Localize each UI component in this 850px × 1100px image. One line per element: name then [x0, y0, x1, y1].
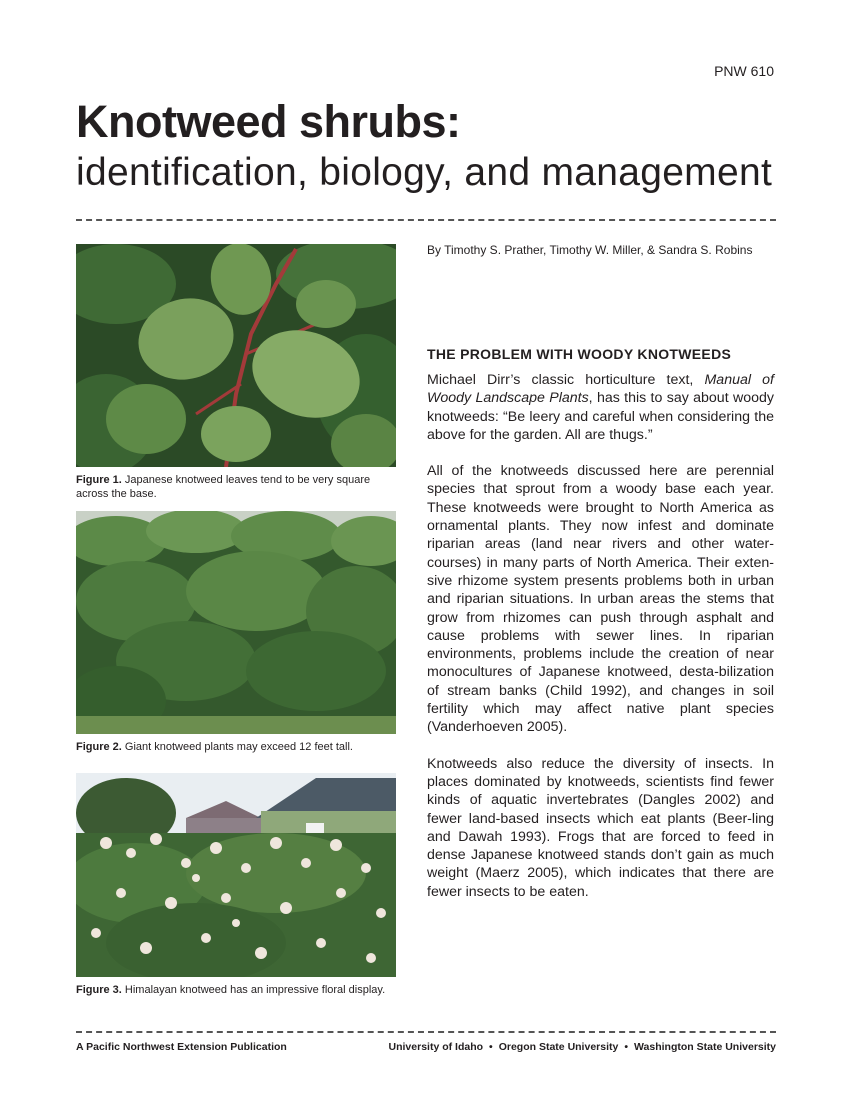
giant-knotweed-photo	[76, 511, 396, 734]
authors-byline: By Timothy S. Prather, Timothy W. Miller, & Sandra S. Robins	[427, 243, 753, 257]
footer-university-washington: Washington State University	[634, 1041, 776, 1053]
page-subtitle: identification, biology, and management	[76, 151, 773, 194]
footer-separator: •	[489, 1041, 493, 1053]
figure-1-caption	[76, 473, 396, 501]
header-divider	[76, 219, 776, 221]
figure-2	[76, 511, 396, 754]
footer-separator: •	[624, 1041, 629, 1053]
figure-1-label: Figure 1.	[76, 474, 122, 486]
japanese-knotweed-photo	[76, 244, 396, 467]
figure-2-caption-text: Giant knotweed plants may exceed 12 feet tall.	[124, 741, 353, 753]
figure-2-caption	[76, 740, 396, 754]
figure-1-caption-text: Japanese knotweed leaves tend to be very square across the base.	[76, 474, 371, 500]
paragraph-1: Michael Dirr’s classic horticulture text, Manual of Woody Landscape Plants, has this to say about woody knotweeds: “Be leery and careful when considering the above for the garden. All are thugs.”	[427, 372, 774, 443]
figure-3-caption-text: Himalayan knotweed has an impressive floral display.	[124, 984, 386, 996]
figure-3-label: Figure 3.	[76, 984, 122, 996]
figure-1	[76, 244, 396, 501]
page-title: Knotweed shrubs:	[76, 96, 461, 147]
himalayan-knotweed-photo	[76, 773, 396, 977]
footer-universities	[383, 1041, 776, 1053]
figure-3-caption	[76, 983, 396, 997]
footer	[76, 1041, 776, 1053]
section-heading: THE PROBLEM WITH WOODY KNOTWEEDS	[427, 346, 732, 362]
publication-number: PNW 610	[714, 63, 774, 79]
footer-university-idaho: University of Idaho	[388, 1041, 484, 1053]
footer-divider	[76, 1031, 776, 1033]
figure-3	[76, 773, 396, 997]
footer-university-oregon: Oregon State University	[498, 1041, 619, 1053]
paragraph-2: All of the knotweeds discussed here are perennial species that sprout from a woody base each year. These knotweeds were brought to North America as ornamental plants. They now infest and dominate riparian areas (land near rivers and other water-courses) in many parts of North America. Their exten-sive rhizome system presents problems both in urban and riparian situations. In urban areas the stems that grow from rhizomes can push through asphalt and cause problems with sewer lines. In riparian environments, problems include the creation of near monocultures of Japanese knotweed, desta-bilization of stream banks (Child 1992), and changes in soil fertility which may affect native plant species (Vanderhoeven 2005).	[427, 463, 774, 736]
paragraph-3: Knotweeds also reduce the diversity of insects. In places dominated by knotweeds, scientists find fewer kinds of aquatic invertebrates (Dangles 2002) and fewer land-based insects which eat plants (Beer-ling and Dawah 1993). Frogs that are forced to feed in dense Japanese knotweed stands don’t gain as much weight (Maerz 2005), which indicates that there are fewer insects to be eaten.	[427, 755, 774, 900]
footer-series: A Pacific Northwest Extension Publication	[76, 1041, 287, 1053]
figure-2-label: Figure 2.	[76, 741, 122, 753]
book-title: Manual of Woody Landscape Plants	[427, 372, 774, 407]
body-text	[427, 371, 774, 919]
